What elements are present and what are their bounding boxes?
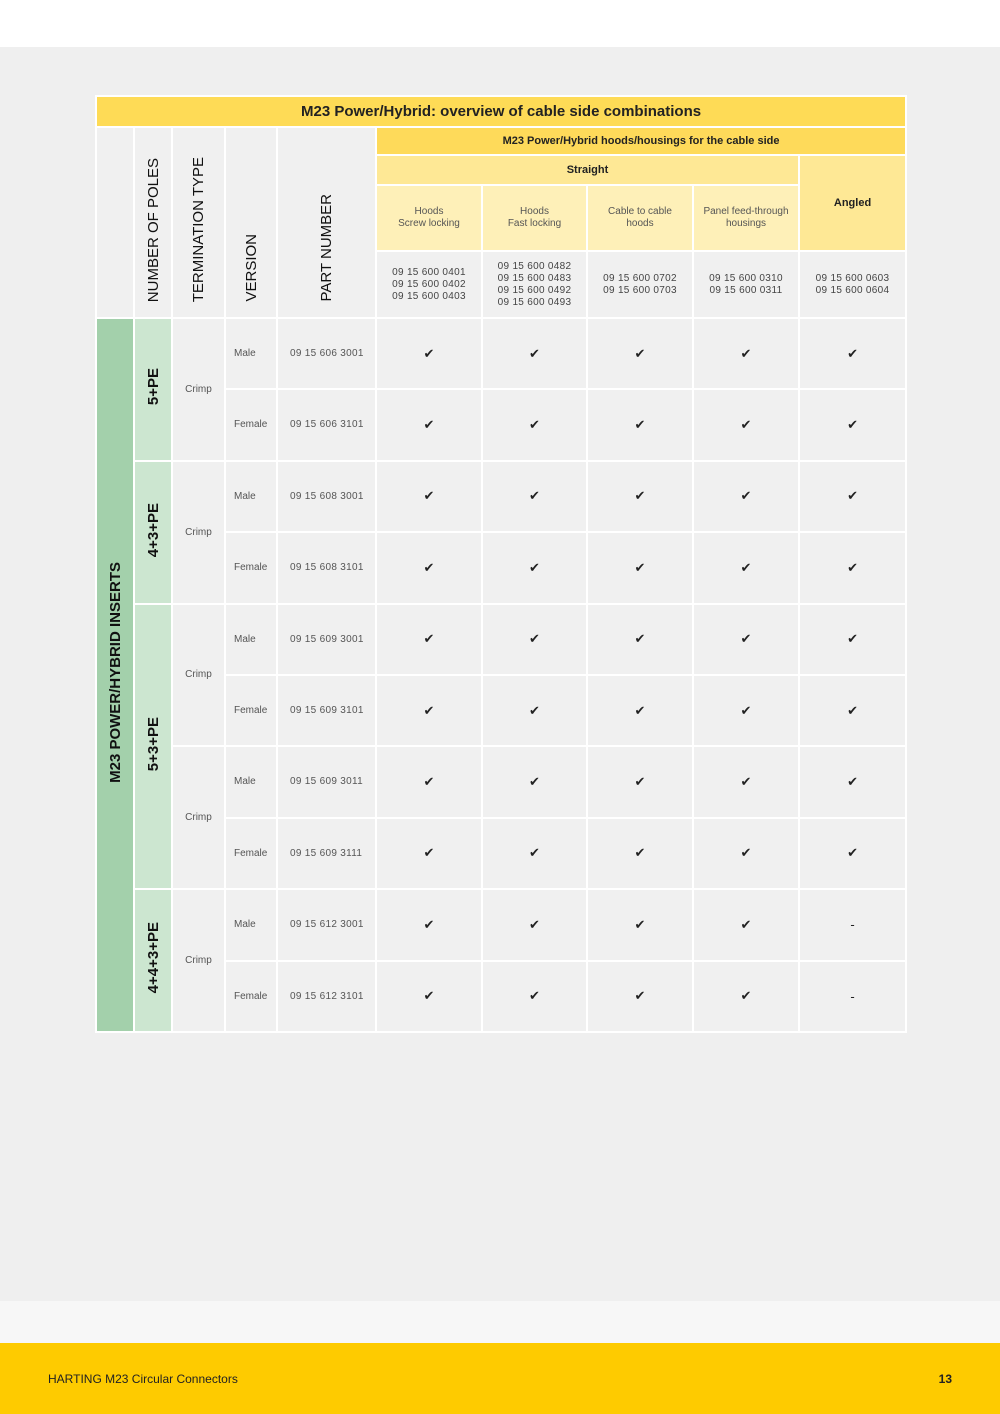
- header-termination-type: [172, 127, 225, 318]
- column-part-number: 09 15 600 0310: [709, 272, 783, 284]
- pole-group-cell: [134, 461, 172, 604]
- checkmark-icon: ✔: [587, 318, 693, 389]
- checkmark-icon: ✔: [693, 532, 799, 603]
- header-version-label: VERSION: [242, 234, 260, 302]
- part-number-cell: 09 15 608 3001: [277, 461, 376, 532]
- not-compatible-mark: -: [799, 889, 906, 960]
- column-part-number: 09 15 600 0311: [709, 284, 783, 296]
- table-row: [96, 604, 906, 675]
- column-header-line2: Fast locking: [507, 218, 562, 229]
- pole-group-cell: [134, 604, 172, 890]
- column-parts-3: [587, 251, 693, 318]
- part-number-cell: 09 15 612 3101: [277, 961, 376, 1032]
- column-part-number: 09 15 600 0603: [815, 272, 890, 284]
- checkmark-icon: ✔: [482, 746, 587, 817]
- version-cell: Female: [225, 818, 277, 889]
- termination-cell: Crimp: [172, 461, 225, 604]
- part-number-cell: 09 15 612 3001: [277, 889, 376, 960]
- column-header-line2: hoods: [626, 218, 654, 229]
- checkmark-icon: ✔: [482, 389, 587, 460]
- group-label-cell: [96, 318, 134, 1032]
- version-cell: Female: [225, 961, 277, 1032]
- version-cell: Male: [225, 318, 277, 389]
- column-part-number: 09 15 600 0402: [392, 278, 466, 290]
- angled-header: Angled: [799, 155, 906, 251]
- group-label: M23 POWER/HYBRID INSERTS: [106, 562, 124, 783]
- column-header-line1: Hoods: [414, 206, 444, 217]
- checkmark-icon: ✔: [376, 461, 482, 532]
- header-part-number-label: PART NUMBER: [318, 194, 335, 302]
- table-title: M23 Power/Hybrid: overview of cable side combinations: [96, 96, 906, 127]
- column-part-number: 09 15 600 0492: [497, 284, 572, 296]
- column-header-1: [376, 185, 482, 251]
- column-header-line2: housings: [725, 218, 767, 229]
- checkmark-icon: ✔: [376, 389, 482, 460]
- checkmark-icon: ✔: [799, 461, 906, 532]
- pole-group-cell: [134, 889, 172, 1032]
- checkmark-icon: ✔: [799, 675, 906, 746]
- pole-group-label: 5+PE: [144, 368, 162, 406]
- pole-group-cell: [134, 318, 172, 461]
- checkmark-icon: ✔: [693, 675, 799, 746]
- not-compatible-mark: -: [799, 961, 906, 1032]
- checkmark-icon: ✔: [587, 746, 693, 817]
- column-part-number: 09 15 600 0401: [392, 266, 466, 278]
- column-header-4: [693, 185, 799, 251]
- column-part-number: 09 15 600 0482: [497, 260, 572, 272]
- checkmark-icon: ✔: [376, 604, 482, 675]
- checkmark-icon: ✔: [482, 675, 587, 746]
- checkmark-icon: ✔: [693, 818, 799, 889]
- column-part-number: 09 15 600 0493: [497, 296, 572, 308]
- checkmark-icon: ✔: [482, 818, 587, 889]
- checkmark-icon: ✔: [482, 532, 587, 603]
- column-header-line1: Cable to cable: [608, 206, 672, 217]
- version-cell: Female: [225, 389, 277, 460]
- pole-group-label: 4+4+3+PE: [144, 922, 162, 994]
- checkmark-icon: ✔: [587, 889, 693, 960]
- checkmark-icon: ✔: [376, 889, 482, 960]
- page-footer: [0, 1343, 1000, 1414]
- table-row: [96, 461, 906, 532]
- checkmark-icon: ✔: [799, 604, 906, 675]
- header-version: [225, 127, 277, 318]
- combinations-table: [95, 95, 907, 1033]
- page-number: 13: [938, 1372, 952, 1386]
- checkmark-icon: ✔: [376, 318, 482, 389]
- checkmark-icon: ✔: [587, 604, 693, 675]
- checkmark-icon: ✔: [799, 818, 906, 889]
- header-termination-type-label: TERMINATION TYPE: [190, 156, 207, 302]
- checkmark-icon: ✔: [376, 818, 482, 889]
- checkmark-icon: ✔: [693, 461, 799, 532]
- combinations-table-wrapper: [95, 95, 905, 1032]
- checkmark-icon: ✔: [482, 318, 587, 389]
- table-row: [96, 318, 906, 389]
- checkmark-icon: ✔: [693, 389, 799, 460]
- termination-cell: Crimp: [172, 746, 225, 889]
- checkmark-icon: ✔: [482, 961, 587, 1032]
- straight-header: Straight: [376, 155, 799, 185]
- part-number-cell: 09 15 609 3011: [277, 746, 376, 817]
- column-header-line1: Hoods: [520, 206, 549, 217]
- table-row: [96, 889, 906, 960]
- footer-gap: [0, 1301, 1000, 1343]
- table-row: [96, 746, 906, 817]
- part-number-cell: 09 15 608 3101: [277, 532, 376, 603]
- column-header-3: [587, 185, 693, 251]
- column-part-number: 09 15 600 0703: [603, 284, 677, 296]
- checkmark-icon: ✔: [693, 604, 799, 675]
- header-number-of-poles-label: NUMBER OF POLES: [144, 157, 162, 302]
- checkmark-icon: ✔: [587, 818, 693, 889]
- column-part-number: 09 15 600 0483: [497, 272, 572, 284]
- part-number-cell: 09 15 609 3101: [277, 675, 376, 746]
- part-number-cell: 09 15 609 3001: [277, 604, 376, 675]
- checkmark-icon: ✔: [799, 532, 906, 603]
- checkmark-icon: ✔: [693, 889, 799, 960]
- top-margin: [0, 0, 1000, 47]
- column-part-number: 09 15 600 0604: [815, 284, 890, 296]
- checkmark-icon: ✔: [587, 675, 693, 746]
- checkmark-icon: ✔: [587, 961, 693, 1032]
- part-number-cell: 09 15 609 3111: [277, 818, 376, 889]
- checkmark-icon: ✔: [799, 746, 906, 817]
- checkmark-icon: ✔: [799, 389, 906, 460]
- checkmark-icon: ✔: [376, 746, 482, 817]
- header-part-number: [277, 127, 376, 318]
- checkmark-icon: ✔: [587, 389, 693, 460]
- version-cell: Female: [225, 532, 277, 603]
- column-part-number: 09 15 600 0403: [392, 290, 466, 302]
- column-header-2: [482, 185, 587, 251]
- checkmark-icon: ✔: [376, 675, 482, 746]
- pole-group-label: 5+3+PE: [144, 716, 162, 771]
- checkmark-icon: ✔: [693, 961, 799, 1032]
- version-cell: Female: [225, 675, 277, 746]
- termination-cell: Crimp: [172, 889, 225, 1032]
- checkmark-icon: ✔: [587, 461, 693, 532]
- column-part-number: 09 15 600 0702: [603, 272, 677, 284]
- checkmark-icon: ✔: [376, 961, 482, 1032]
- column-parts-2: [482, 251, 587, 318]
- header-corner: [96, 127, 134, 318]
- checkmark-icon: ✔: [799, 318, 906, 389]
- header-number-of-poles: [134, 127, 172, 318]
- version-cell: Male: [225, 746, 277, 817]
- checkmark-icon: ✔: [482, 461, 587, 532]
- footer-title: HARTING M23 Circular Connectors: [48, 1372, 238, 1386]
- column-parts-5: [799, 251, 906, 318]
- column-parts-1: [376, 251, 482, 318]
- checkmark-icon: ✔: [693, 318, 799, 389]
- part-number-cell: 09 15 606 3001: [277, 318, 376, 389]
- checkmark-icon: ✔: [587, 532, 693, 603]
- pole-group-label: 4+3+PE: [144, 502, 162, 557]
- checkmark-icon: ✔: [376, 532, 482, 603]
- group-header: M23 Power/Hybrid hoods/housings for the cable side: [376, 127, 906, 155]
- termination-cell: Crimp: [172, 318, 225, 461]
- checkmark-icon: ✔: [482, 604, 587, 675]
- column-header-line1: Panel feed-through: [703, 206, 789, 217]
- version-cell: Male: [225, 461, 277, 532]
- column-parts-4: [693, 251, 799, 318]
- version-cell: Male: [225, 604, 277, 675]
- checkmark-icon: ✔: [693, 746, 799, 817]
- termination-cell: Crimp: [172, 604, 225, 747]
- part-number-cell: 09 15 606 3101: [277, 389, 376, 460]
- checkmark-icon: ✔: [482, 889, 587, 960]
- version-cell: Male: [225, 889, 277, 960]
- column-header-line2: Screw locking: [398, 218, 460, 229]
